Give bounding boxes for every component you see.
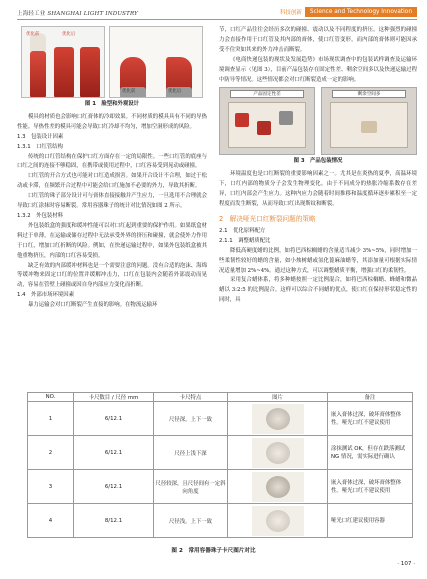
cell-image (228, 436, 328, 470)
cell-remark: 嵌入膏体过深，破坏膏体整体性。哑光口红不建议使用 (328, 470, 413, 504)
paragraph: 缺乏有效的内部缓冲材料也是一个需要注意的问题。没有合适的泡沫、海绵等缓冲物来固定口红的位置并缓解冲击力，口红在包装内会随着外部震动而晃动，容易在管壁上碰撞或因自身内部应力变化而折断。 (17, 262, 207, 289)
cell-no: 3 (28, 470, 74, 504)
paragraph: 降低高硬度蜡的比例，如将巴西棕榈蜡的含量适当减少 3%~5%，同时增加一些柔韧性较好的蜡的含量，如小烛树蜡或氢化蓖麻油蜡等，其添加量可根据实际情况适量增加 2%~4%。通过这种方式，可以调整蜡质平衡，增强口红的柔韧性。 (219, 247, 417, 274)
cell-remark: 哑光口红建议使用容器 (328, 504, 413, 538)
container-photo (252, 438, 304, 468)
journal-title-cn: 上海轻工业 (17, 11, 46, 17)
cell-size: 6/12.1 (74, 402, 154, 436)
cell-remark: 嵌入膏体过深，破坏膏体整体性。哑光口红不建议使用 (328, 402, 413, 436)
package-tray (228, 102, 306, 148)
cell-feature: 尺径上浅下深 (154, 436, 228, 470)
fig1-label: 优化前 (122, 89, 136, 94)
fig1-photo-right (109, 26, 203, 98)
subsection-heading: 1.3.2 外包装材料 (17, 212, 64, 219)
paragraph: 传统的口红管结构在保护口红方面存在一定的局限性。一些口红管的底座与口红之间的连接不够稳固，在携带或使用过程中，口红容易受到晃动或碰撞。 (17, 153, 207, 170)
fig1-label: 优化后 (62, 32, 76, 37)
container-bead (266, 510, 290, 532)
product-item (279, 111, 293, 125)
table-header: 卡尺数目 / 尺径 mm (74, 393, 154, 402)
container-bead (266, 408, 290, 430)
paragraph: 环境温度也是口红断裂的重要影响因素之一。尤其是在炎热的夏季，高温环境下，口红内部的物质分子会发生物理变化。由于不同成分的热胀冷缩系数存在差异，口红内部会产生应力。这种内应力会随着时间推移和温度循环逐步累积至一定程度而发生断裂，从而导致口红出现斯纹和断裂。 (219, 171, 417, 208)
paragraph: 采用复合蜡体系，将多种蜡按照一定比例混合，如将巴西棕榈蜡、蜂蜡和微晶蜡以 3:2:5 的比例混合。这样可以综合不同蜡的优点，使口红在保持形状稳定性的同时，具 (219, 277, 417, 304)
lipstick-bullet (80, 47, 100, 97)
cell-no: 1 (28, 402, 74, 436)
journal-title (17, 9, 138, 17)
container-bead (266, 442, 290, 464)
figure-3-caption: 图 3 产品包装情况 (293, 158, 343, 165)
table-caption: 图 2 常用容器珠子卡尺图片对比 (171, 548, 256, 554)
package-tray (330, 102, 408, 148)
column-tag: 科技创新 (279, 9, 302, 16)
table-header-row (28, 393, 413, 402)
cell-feature: 尺径浅，上下一致 (154, 504, 228, 538)
product-item (235, 113, 249, 127)
fig3-photo-right (321, 87, 417, 155)
cell-feature: 尺径深，上下一致 (154, 402, 228, 436)
table-row (28, 436, 413, 470)
paragraph: 暴力运输会对口红断裂产生直接的影响。在物流运输环 (28, 302, 158, 309)
cell-image (228, 470, 328, 504)
container-photo (252, 472, 304, 502)
table-header: 图片 (228, 393, 328, 402)
product-item (361, 121, 377, 133)
paragraph: 口红管的开合方式也可能对口红造成损害。如果开合设计不合理，如过于松动或卡滞，在频繁开合过程中可能会给口红施加不必要的外力，导致其折断。 (17, 173, 207, 190)
fig3-label: 剩余空间多 (332, 90, 406, 98)
cell-size: 8/12.1 (74, 504, 154, 538)
journal-title-en: SHANGHAI LIGHT INDUSTRY (47, 11, 139, 17)
paragraph: 模具的材质也会影响口红膏体的冷却效果。不同材质的模具具有不同的导热性能。导热性差的模具可能会导致口红冷却不均匀，增加空洞形成的风险。 (17, 113, 207, 130)
figure-1 (17, 26, 207, 98)
product-item (257, 121, 271, 135)
table-header: NO. (28, 393, 74, 402)
fig3-photo-left (219, 87, 315, 155)
section-heading: 1.3 包装设计因素 (17, 133, 64, 140)
subsection-heading: 2.1.1 调整蜡质配比 (219, 237, 271, 244)
cell-image (228, 402, 328, 436)
fig3-label: 产品固定性差 (230, 90, 304, 98)
table-header: 备注 (328, 393, 413, 402)
column-banner (280, 6, 417, 17)
table-row (28, 504, 413, 538)
fig1-label: 优化前 (26, 32, 40, 37)
table-row (28, 470, 413, 504)
table-row (28, 402, 413, 436)
cell-image (228, 504, 328, 538)
page-number: · 107 · (397, 561, 415, 567)
fig1-photo-left (21, 26, 105, 98)
cell-no: 4 (28, 504, 74, 538)
container-photo (252, 404, 304, 434)
lipstick-bullet (30, 51, 46, 97)
subsection-heading: 1.3.1 口红管结构 (17, 143, 64, 150)
cell-size: 6/12.1 (74, 470, 154, 504)
figure-1-caption: 图 1 脸型和外观设计 (84, 101, 140, 107)
right-column (219, 26, 417, 306)
figure-3 (219, 87, 417, 155)
cell-size: 6/12.1 (74, 436, 154, 470)
container-bead (266, 476, 290, 498)
header-rule (17, 19, 417, 20)
comparison-table (27, 392, 413, 538)
left-column (17, 26, 207, 311)
fig1-label: 优化后 (168, 89, 182, 94)
chapter-heading: 2 解决哑光口红断裂问题的策略 (219, 214, 316, 223)
table-header: 卡尺特点 (154, 393, 228, 402)
section-heading: 1.4 外部市场环境因素 (17, 292, 75, 299)
paragraph: 外包装纸盒的强度和缓冲性能可以对口红起到重要的保护作用。如果纸盒材料过于单薄，在运输或储存过程中无法承受外界的挤压和碰撞，就会使外力作用于口红，增加口红折断的风险。例如，在快递运输过程中，如果外包装纸盒被其他重物挤压，内部的口红容易受损。 (17, 222, 207, 259)
lipstick-bullet (54, 47, 74, 97)
cell-no: 2 (28, 436, 74, 470)
cell-remark: 涂抹测试 OK，但存在跌落测试 NG 情况，需实际进行确认 (328, 436, 413, 470)
container-photo (252, 506, 304, 536)
cell-feature: 尺径较深，且尺径间有一定斜向角度 (154, 470, 228, 504)
column-bar: Science and Technology Innovation (305, 7, 417, 17)
section-heading: 2.1 优化原料配方 (219, 227, 266, 234)
paragraph: 《电商快递包装的现状及发展趋势》市场现状调查中的包装试样调查及运输环境调查显示（见图 3），目前产品包装存在固定性差、剩余空间多以及快递运输过程中防导等情况。这些情况都会对口红断裂造成一定的影响。 (219, 56, 417, 83)
paragraph: 节，口红产品往往会经历多次的碰撞、震动以及不同程度的挤压。这种强烈的碰撞力会直接作用于口红管及其内部的膏体，使口红管变形，而内部的膏体则可能因承受不住突如其来的外力冲击而断裂。 (219, 27, 417, 53)
paragraph: 口红管的珠子部分设计可与膏体直接接触并产生应力，一旦选用不合理就会导致口红涂抹时容易断裂。常用容器珠子的统计对比情况如图 2 所示。 (17, 193, 207, 210)
